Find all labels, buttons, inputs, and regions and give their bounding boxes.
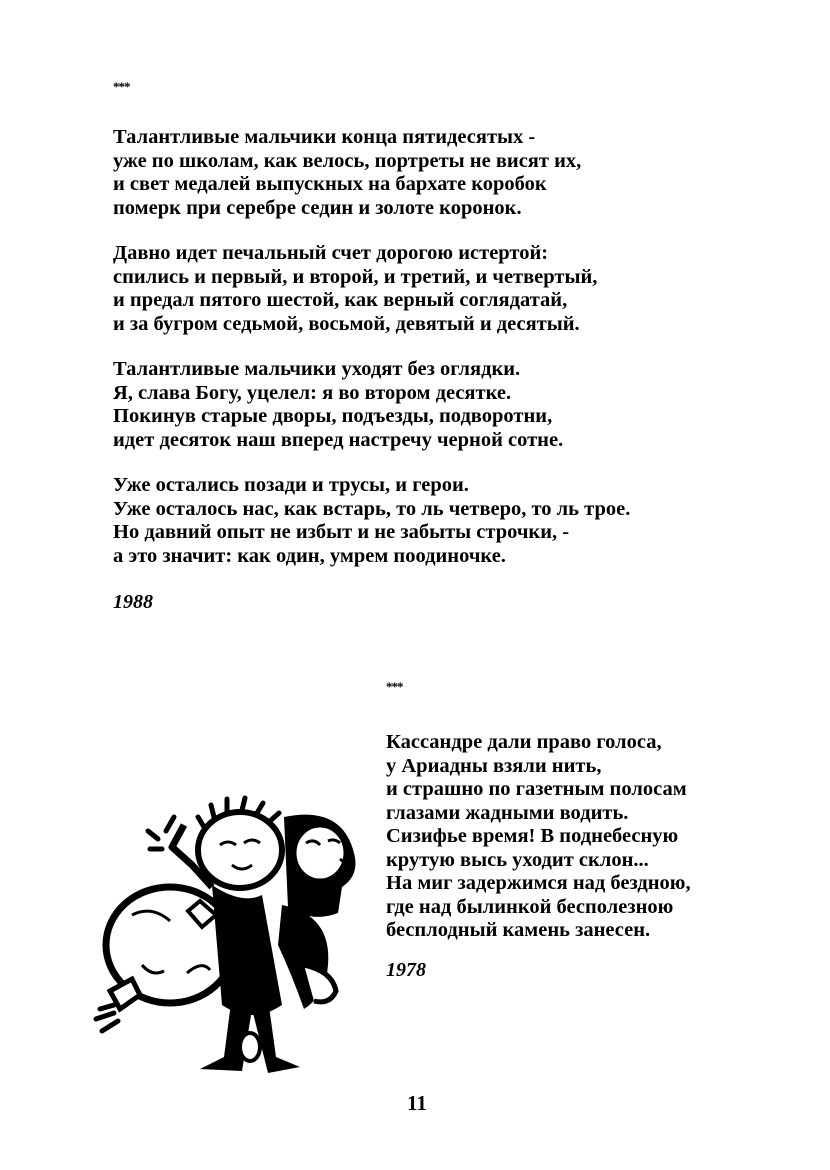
- poem-line: Я, слава Богу, уцелел: я во втором десятке.: [113, 381, 512, 404]
- poem-line: а это значит: как один, умрем поодиночке.: [113, 544, 506, 567]
- poem2-separator: ***: [386, 679, 403, 694]
- poem-line: и предал пятого шестой, как верный соглядатай,: [113, 289, 568, 311]
- poem1-stanza-1: [113, 126, 630, 220]
- poem-line: и свет медалей выпускных на бархате коробок: [113, 173, 547, 195]
- poem1-year: 1988: [113, 591, 153, 613]
- poem1-stanza-2: [113, 242, 630, 336]
- poem-line: бесплодный камень занесен.: [386, 919, 651, 941]
- poem-line: Сизифье время! В поднебесную: [386, 825, 679, 847]
- poem-line: Давно идет печальный счет дорогою истертой:: [113, 242, 549, 264]
- poem-line: и за бугром седьмой, восьмой, девятый и десятый.: [113, 312, 580, 335]
- poem-line: Но давний опыт не избыт и не забыты строчки, -: [113, 521, 570, 543]
- poem-line: Кассандре дали право голоса,: [386, 731, 662, 753]
- page-number: 11: [407, 1091, 427, 1115]
- poem-line: Уже осталось нас, как встарь, то ль четверо, то ль трое.: [113, 497, 631, 520]
- poem-line: и страшно по газетным полосам: [386, 778, 687, 800]
- right-figure: [278, 815, 356, 1009]
- poem-line: померк при серебре седин и золоте коронок.: [113, 196, 522, 219]
- poem2-text: [386, 731, 691, 943]
- poem-line: спились и первый, и второй, и третий, и четвертый,: [113, 265, 598, 288]
- poem1-separator: ***: [113, 79, 130, 94]
- poem-line: Талантливые мальчики уходят без оглядки.: [113, 358, 521, 380]
- poem-line: На миг задержимся над бездною,: [386, 872, 691, 894]
- poem-line: у Ариадны взяли нить,: [386, 754, 602, 777]
- poem-line: глазами жадными водить.: [386, 801, 629, 824]
- poem-line: Талантливые мальчики конца пятидесятых -: [113, 126, 536, 148]
- poem-line: уже по школам, как велось, портреты не висят их,: [113, 149, 582, 172]
- poem-line: Покинув старые дворы, подъезды, подворотни,: [113, 405, 553, 427]
- poem-line: крутую высь уходит склон...: [386, 848, 649, 871]
- poem-line: Уже остались позади и трусы, и герои.: [113, 474, 469, 496]
- poem-line: идет десяток наш вперед настречу черной сотне.: [113, 428, 564, 451]
- poem2-year: 1978: [386, 959, 426, 981]
- poem-line: где над былинкой бесполезною: [386, 895, 674, 918]
- sisyphus-illustration: [92, 795, 404, 1085]
- poem1-stanza-3: [113, 358, 630, 452]
- poem1-text: [113, 126, 630, 568]
- poem1-stanza-4: [113, 474, 630, 568]
